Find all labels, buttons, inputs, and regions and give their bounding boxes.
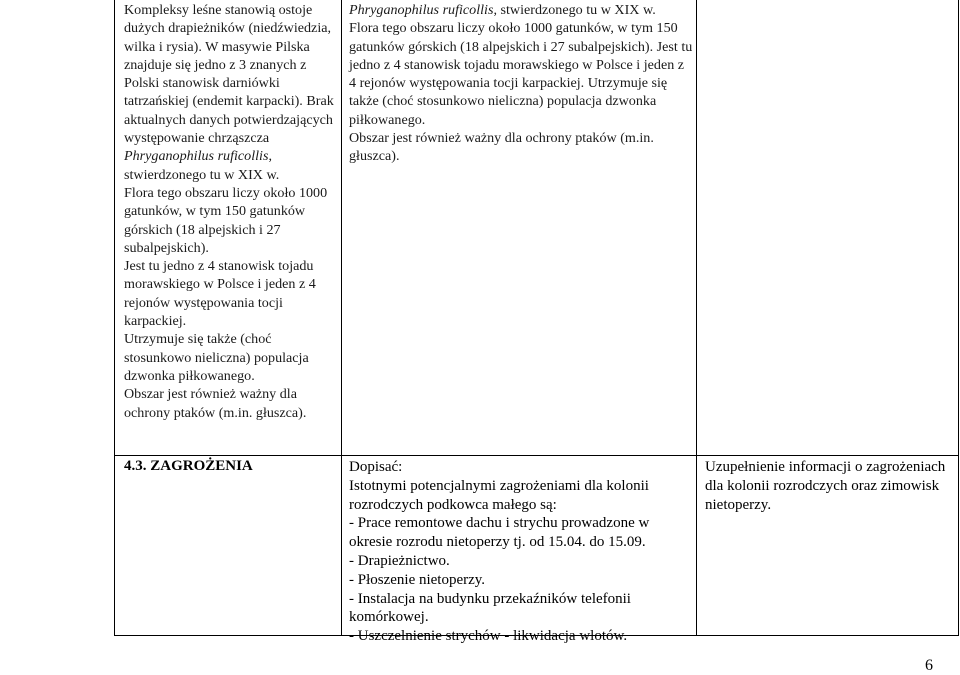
cell-row1-col2 bbox=[349, 1, 694, 166]
table-border-right bbox=[958, 0, 959, 636]
paragraph: Jest tu jedno z 4 stanowisk tojadu morawskiego w Polsce i jeden z 4 rejonów występowania tocji karpackiej. bbox=[124, 258, 316, 330]
table-row-divider bbox=[114, 455, 959, 456]
list-item: - Instalacja na budynku przekaźników telefonii komórkowej. bbox=[349, 590, 631, 626]
list-item: - Płoszenie nietoperzy. bbox=[349, 571, 486, 588]
paragraph: Phryganophilus ruficollis, stwierdzonego tu w XIX w. bbox=[349, 2, 656, 18]
document-table bbox=[114, 0, 959, 645]
list-item: - Uszczelnienie strychów - likwidacja wlotów. bbox=[349, 628, 628, 645]
cell-row2-col2 bbox=[349, 458, 694, 646]
paragraph: Flora tego obszaru liczy około 1000 gatunków, w tym 150 gatunków górskich (18 alpejskich i 27 subalpejskich). bbox=[124, 184, 328, 256]
paragraph: Utrzymuje się także (choć stosunkowo nieliczna) populacja dzwonka piłkowanego. bbox=[124, 331, 309, 384]
paragraph: Flora tego obszaru liczy około 1000 gatunków, w tym 150 gatunków górskich (18 alpejskich i 27 subalpejskich). Jest tu jedno z 4 stanowisk tojadu morawskiego w Polsce i jeden z 4 rejonów występowania tocji karpackiej. Utrzymuje się także (choć stosunkowo nieliczna) populacja dzwonka piłkowanego. bbox=[349, 20, 693, 128]
table-border-col1 bbox=[341, 0, 342, 636]
table-border-left bbox=[114, 0, 115, 636]
paragraph: Kompleksy leśne stanowią ostoje dużych drapieżników (niedźwiedzia, wilka i rysia). W masywie Pilska znajduje się jedno z 3 znanych z Polski stanowisk darniówki tatrzańskiej (endemit karpacki). Brak aktualnych danych potwierdzających występowanie chrząszcza Phryganophilus ruficollis, stwierdzonego tu w XIX w. bbox=[124, 2, 334, 183]
table-border-col2 bbox=[696, 0, 697, 636]
list-item: - Drapieżnictwo. bbox=[349, 552, 450, 569]
section-heading: 4.3. ZAGROŻENIA bbox=[124, 458, 253, 474]
label: Dopisać: bbox=[349, 459, 403, 475]
paragraph: Obszar jest również ważny dla ochrony ptaków (m.in. głuszca). bbox=[124, 386, 307, 421]
cell-row2-col3: Uzupełnienie informacji o zagrożeniach dla kolonii rozrodczych oraz zimowisk nietoperzy. bbox=[705, 459, 946, 513]
paragraph: Obszar jest również ważny dla ochrony ptaków (m.in. głuszca). bbox=[349, 130, 654, 165]
paragraph: Istotnymi potencjalnymi zagrożeniami dla kolonii rozrodczych podkowca małego są: bbox=[349, 477, 649, 513]
cell-row1-col1 bbox=[124, 1, 338, 422]
list-item: - Prace remontowe dachu i strychu prowadzone w okresie rozrodu nietoperzy tj. od 15.04. do 15.09. bbox=[349, 515, 650, 551]
page-number: 6 bbox=[925, 657, 933, 674]
